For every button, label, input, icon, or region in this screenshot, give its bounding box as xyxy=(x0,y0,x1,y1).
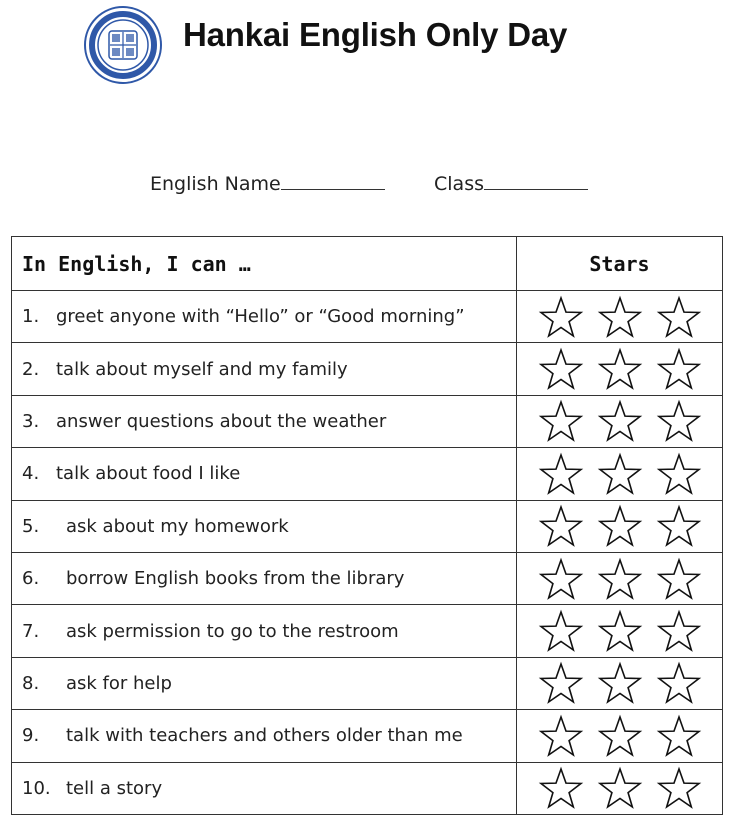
row-number: 6. xyxy=(22,568,40,590)
skill-cell xyxy=(12,605,517,657)
stars-cell xyxy=(517,657,723,709)
star-outline-icon[interactable] xyxy=(654,714,704,758)
star-outline-icon[interactable] xyxy=(536,714,586,758)
table-row xyxy=(12,762,723,814)
star-outline-icon[interactable] xyxy=(654,661,704,705)
stars-cell xyxy=(517,500,723,552)
english-name-field[interactable] xyxy=(150,170,385,195)
star-outline-icon[interactable] xyxy=(536,766,586,810)
stars-cell xyxy=(517,343,723,395)
star-outline-icon[interactable] xyxy=(536,504,586,548)
row-number: 3. xyxy=(22,410,40,432)
star-outline-icon[interactable] xyxy=(536,661,586,705)
skill-cell xyxy=(12,395,517,447)
table-row xyxy=(12,395,723,447)
star-outline-icon[interactable] xyxy=(536,609,586,653)
skill-text: ask permission to go to the restroom xyxy=(66,620,399,642)
school-logo-icon xyxy=(83,5,163,85)
star-outline-icon[interactable] xyxy=(595,399,645,443)
star-outline-icon[interactable] xyxy=(654,295,704,339)
skill-text: talk about food I like xyxy=(56,463,241,485)
stars-cell xyxy=(517,552,723,604)
stars-cell xyxy=(517,395,723,447)
skill-cell xyxy=(12,448,517,500)
star-outline-icon[interactable] xyxy=(595,609,645,653)
star-outline-icon[interactable] xyxy=(595,557,645,601)
star-outline-icon[interactable] xyxy=(654,399,704,443)
stars-cell xyxy=(517,291,723,343)
star-outline-icon[interactable] xyxy=(595,504,645,548)
skill-text: ask about my homework xyxy=(66,515,289,537)
english-name-blank[interactable] xyxy=(281,170,385,190)
table-row xyxy=(12,500,723,552)
star-outline-icon[interactable] xyxy=(654,609,704,653)
stars-column-header: Stars xyxy=(517,237,723,291)
row-number: 7. xyxy=(22,620,40,642)
star-outline-icon[interactable] xyxy=(654,504,704,548)
skill-cell xyxy=(12,343,517,395)
class-blank[interactable] xyxy=(484,170,588,190)
skill-cell xyxy=(12,291,517,343)
row-number: 5. xyxy=(22,515,40,537)
skill-text: borrow English books from the library xyxy=(66,568,405,590)
table-header-row xyxy=(12,237,723,291)
stars-cell xyxy=(517,762,723,814)
row-number: 8. xyxy=(22,672,40,694)
row-number: 4. xyxy=(22,463,40,485)
star-outline-icon[interactable] xyxy=(654,557,704,601)
star-outline-icon[interactable] xyxy=(654,347,704,391)
star-outline-icon[interactable] xyxy=(595,452,645,496)
skill-cell xyxy=(12,500,517,552)
table-row xyxy=(12,448,723,500)
stars-cell xyxy=(517,710,723,762)
skill-cell xyxy=(12,710,517,762)
table-row xyxy=(12,657,723,709)
english-name-label: English Name xyxy=(150,173,281,195)
class-label: Class xyxy=(434,173,484,195)
class-field[interactable] xyxy=(434,170,588,195)
stars-cell xyxy=(517,605,723,657)
page-title: Hankai English Only Day xyxy=(183,16,568,53)
star-outline-icon[interactable] xyxy=(654,452,704,496)
row-number: 2. xyxy=(22,358,40,380)
skill-text: talk about myself and my family xyxy=(56,358,348,380)
skill-column-header: In English, I can … xyxy=(12,237,517,291)
stars-cell xyxy=(517,448,723,500)
skill-text: ask for help xyxy=(66,672,172,694)
checklist-rows xyxy=(12,291,723,815)
table-row xyxy=(12,605,723,657)
star-outline-icon[interactable] xyxy=(654,766,704,810)
table-row xyxy=(12,710,723,762)
star-outline-icon[interactable] xyxy=(595,714,645,758)
star-outline-icon[interactable] xyxy=(536,347,586,391)
row-number: 9. xyxy=(22,725,40,747)
skills-checklist-table xyxy=(11,236,723,815)
star-outline-icon[interactable] xyxy=(536,399,586,443)
star-outline-icon[interactable] xyxy=(595,661,645,705)
skill-text: tell a story xyxy=(66,777,163,799)
skill-cell xyxy=(12,657,517,709)
row-number: 10. xyxy=(22,777,51,799)
star-outline-icon[interactable] xyxy=(595,347,645,391)
table-row xyxy=(12,343,723,395)
star-outline-icon[interactable] xyxy=(595,766,645,810)
star-outline-icon[interactable] xyxy=(536,452,586,496)
row-number: 1. xyxy=(22,306,40,328)
table-row xyxy=(12,552,723,604)
skill-text: greet anyone with “Hello” or “Good morning” xyxy=(56,306,465,328)
table-row xyxy=(12,291,723,343)
skill-text: talk with teachers and others older than me xyxy=(66,725,463,747)
skill-cell xyxy=(12,552,517,604)
skill-cell xyxy=(12,762,517,814)
star-outline-icon[interactable] xyxy=(536,557,586,601)
star-outline-icon[interactable] xyxy=(536,295,586,339)
star-outline-icon[interactable] xyxy=(595,295,645,339)
skill-text: answer questions about the weather xyxy=(56,410,387,432)
